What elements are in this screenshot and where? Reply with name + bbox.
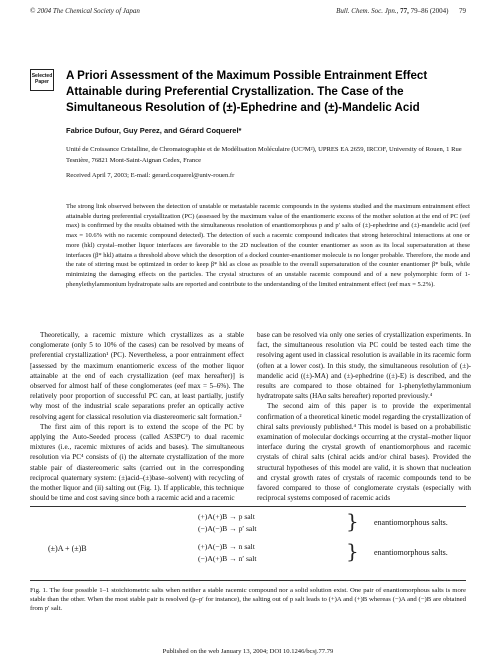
authors: Fabrice Dufour, Guy Perez, and Gérard Coquerel* [66,126,242,135]
scheme-label: enantiomorphous salts. [374,548,448,557]
paragraph: Theoretically, a racemic mixture which crystallizes as a stable conglomerate (only 5 to 10% of the cases) can be resolved by means of preferential crystallization¹ (PC). Nevertheless, a poor entrainment effect [assessed by the maximum enantiomeric excess of the mother liquor attainable at the end of each crystallization (eef max hereafter)] is observed for almost half of these conglomerates (eef max = 5–6%). The relatively poor proportion of successful PC can, at least partially, justify why most of the industrial scale separations prefer an optically active resolving agent for classical resolution via diastereomeric salt formation.² [30,331,244,421]
received-line: Received April 7, 2003; E-mail: gerard.coquerel@univ-rouen.fr [66,172,235,179]
scheme-reaction: (−)A(−)B → p′ salt [198,524,257,533]
affiliation: Unité de Croissance Cristalline, de Chromatographie et de Modélisation Moléculaire (UC³M²), UPRES EA 2659, IRCOF, University of Rouen, 1 Rue Tesnière, 76821 Mont-Saint-Aignan Cedex, France [66,146,462,164]
journal-citation [336,7,466,15]
scheme-reaction: (+)A(−)B → n salt [198,542,255,551]
body-column-right [257,330,471,503]
journal-name: Bull. Chem. Soc. Jpn., [336,7,399,15]
abstract: The strong link observed between the detection of unstable or metastable racemic compounds in the systems studied and the maximum entrainment effect attainable during preferential crystallization (PC) (assessed by the maximum value of the enantiomeric excess of the mother solution at the end of PC (eef max) is confirmed by the results obtained with the simultaneous resolution of enantiomorphous p and p′ salts of (±)-ephedrine and (±)-mandelic acid (eef max = 10.6% with no racemic compound detected). The detection of such a racemic compound indicates that strong heterochiral interactions at one or more (hkl) crystal–mother liquor interfaces are favorable to the 2D nucleation of the counter enantiomer as soon as its local supersaturation at these interfaces (β* hkl) attains a threshold above which the desorption of a docked counter-enantiomer molecule is no longer probable. Therefore, the mode and the rate of stirring must be optimized in order to keep β* hkl as close as possible to the overall supersaturation of the counter enantiomer β* bulk, while minimizing the damaging effects on the particles. The crystal structures of an unstable racemic compound and of a new polymorphic form of 1-phenylethylammonium hydratropate salts are reported and contribute to the understanding of the limited entrainment effect (eef max = 5.2%). [66,203,470,288]
scheme-label: enantiomorphous salts. [374,518,448,527]
right-brace-icon: } [346,539,359,563]
page-footer: Published on the web January 13, 2004; DOI 10.1246/bcsj.77.79 [162,648,334,655]
paragraph: The first aim of this report is to extend the scope of the PC by applying the Auto-Seeded process (called AS3PC³) to dual racemic mixtures (i.e., racemic mixtures of acids and bases). The simultaneous resolution via PC⁴ consists of (i) the alternate crystallization of the more stable pair of diastereomeric salts (carried out in the corresponding reciprocal quaternary system: (±)acid–(±)base–solvent) with recycling of the mother liquor and (ii) salting out (Fig. 1). If applicable, this technique should be time and cost saving since both a racemic acid and a racemic [30,422,244,503]
figure-bottom-rule [30,580,466,581]
figure-caption: Fig. 1. The four possible 1–1 stoichiometric salts when neither a stable racemic compound nor a solid solution exist. One pair of enantiomorphous salts is more stable than the other. When the most stable pair is resolved (p–p′ for instance), the salting out of p salt leads to (+)A and (+)B whereas (−)A and (−)B are obtained from p′ salt. [30,587,466,613]
scheme-reaction: (+)A(+)B → p salt [198,512,255,521]
copyright-line: © 2004 The Chemical Society of Japan [30,7,140,15]
journal-volume: 77, [400,7,409,15]
body-column-left [30,330,244,503]
selected-paper-logo: Selected Paper [30,69,54,91]
right-brace-icon: } [346,509,359,533]
paragraph: base can be resolved via only one series of crystallization experiments. In fact, the simultaneous resolution via PC could be tested each time the resolving agent used in classical resolution is available in its racemic form (often at a lower cost). In this study, the simultaneous resolution of (±)-mandelic acid ((±)-MA) and (±)-ephedrine ((±)-E) is described, and the results are compared to those obtained for 1-phenylethylammonium hydratropate salts (HAα salts hereafter) reported previously.⁴ [257,331,471,401]
scheme-reaction: (−)A(+)B → n′ salt [198,554,257,563]
paper-title: A Priori Assessment of the Maximum Possible Entrainment Effect Attainable during Preferential Crystallization. The Case of the Simultaneous Resolution of (±)-Ephedrine and (±)-Mandelic Acid [66,69,428,114]
scheme-reactants: (±)A + (±)B [48,544,87,553]
paragraph: The second aim of this paper is to provide the experimental confirmation of a theoretical kinetic model regarding the crystallization of chiral salts previously published.⁴ This model is based on a probabilistic examination of molecular dockings occurring at the crystal–mother liquor interface during the crystal growth of enantiomorphous and racemic crystals of chiral salts (chiral acids and/or chiral bases). Provided the structural hypotheses of this model are valid, it is shown that nucleation and crystal growth rates of crystals of racemic compounds tend to be favored compared to those of conglomerate crystals (especially with reciprocal systems composed of racemic acids [257,402,471,503]
journal-pages: 79–86 (2004) [410,7,449,15]
figure-top-rule [30,506,466,507]
page-number: 79 [459,7,466,15]
